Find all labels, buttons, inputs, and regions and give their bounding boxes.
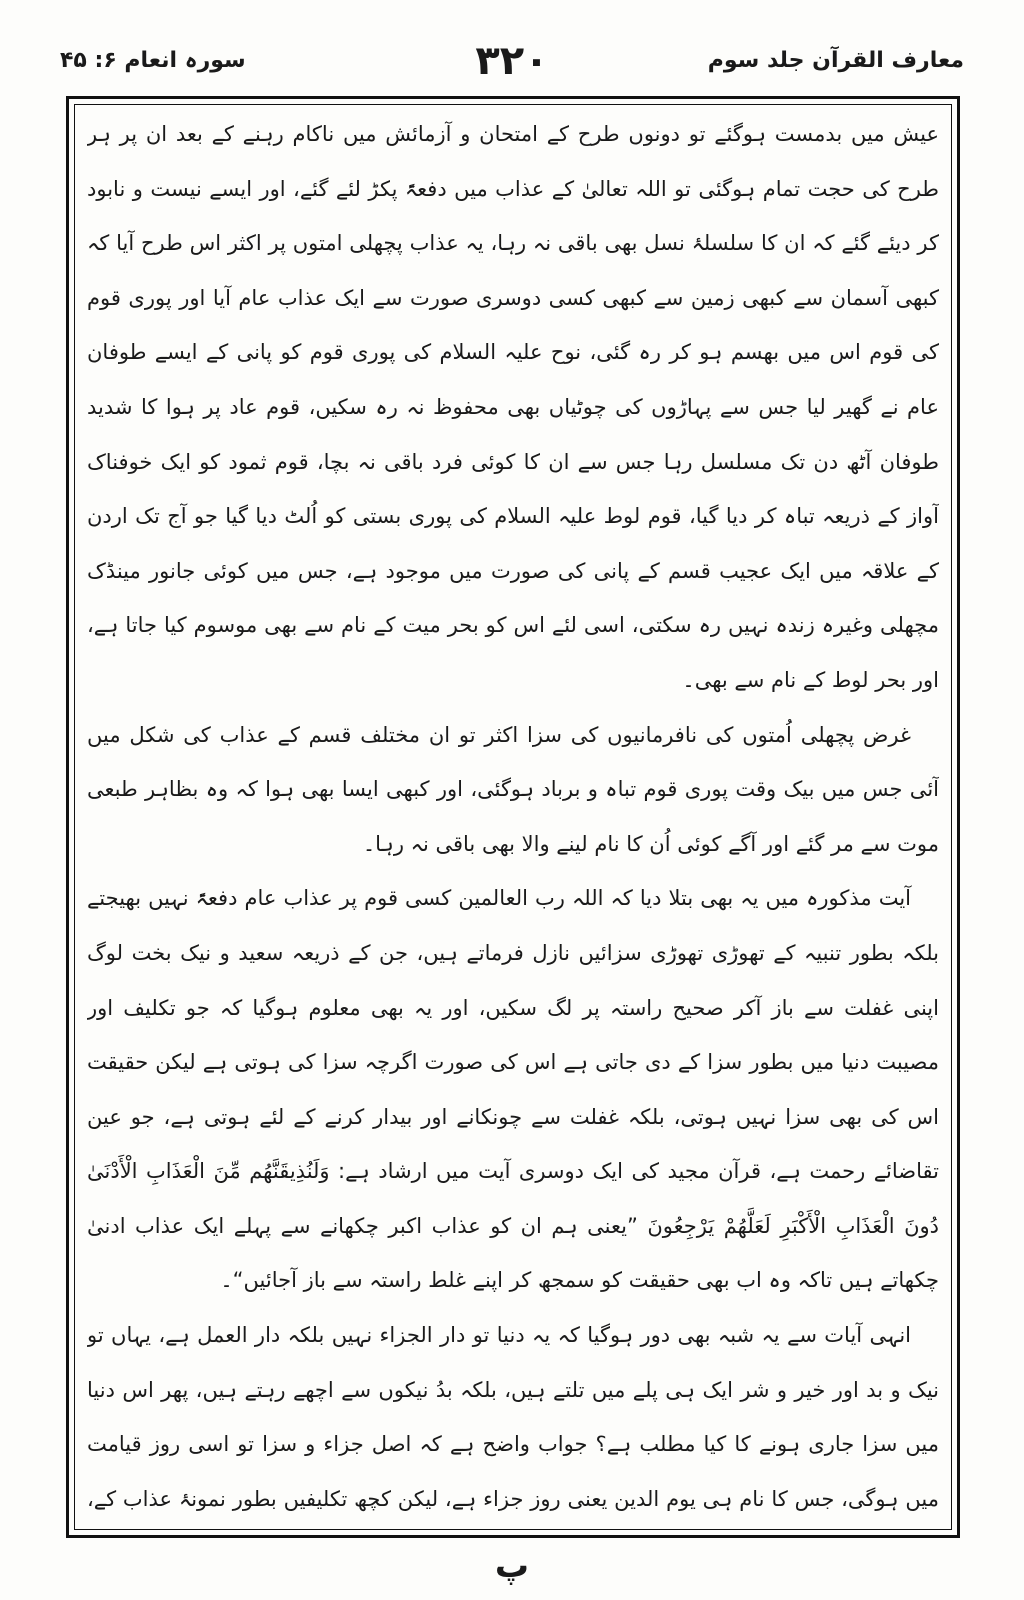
page-header — [60, 38, 964, 88]
signature-mark: پ — [494, 1546, 530, 1586]
text-frame — [66, 96, 960, 1538]
running-title: معارف القرآن جلد سوم — [707, 48, 964, 73]
surah-reference: سورہ انعام ۶: ۴۵ — [60, 48, 246, 73]
paragraph: آیت مذکورہ میں یہ بھی بتلا دیا کہ اللہ رب العالمین کسی قوم پر عذاب عام دفعۃً نہیں بھیجتے بلکہ بطور تنبیہ کے تھوڑی تھوڑی سزائیں نازل فرماتے ہیں، جن کے ذریعہ سعید و نیک بخت لوگ اپنی غفلت سے باز آکر صحیح راستہ پر لگ سکیں، اور یہ بھی معلوم ہوگیا کہ جو تکلیف اور مصیبت دنیا میں بطور سزا کے دی جاتی ہے اس کی صورت اگرچہ سزا کی ہوتی ہے لیکن حقیقت اس کی بھی سزا نہیں ہوتی، بلکہ غفلت سے چونکانے اور بیدار کرنے کے لئے ہوتی ہے، جو عین تقاضائے رحمت ہے، قرآن مجید کی ایک دوسری آیت میں ارشاد ہے: وَلَنُذِيقَنَّهُم مِّنَ الْعَذَابِ الْأَدْنَىٰ دُونَ الْعَذَابِ الْأَكْبَرِ لَعَلَّهُمْ يَرْجِعُونَ ”یعنی ہم ان کو عذاب اکبر چکھانے سے پہلے ایک عذاب ادنیٰ چکھاتے ہیں تاکہ وہ اب بھی حقیقت کو سمجھ کر اپنے غلط راستہ سے باز آجائیں“۔ — [87, 886, 939, 1293]
paragraph: عیش میں بدمست ہوگئے تو دونوں طرح کے امتحان و آزمائش میں ناکام رہنے کے بعد ان پر ہر طرح کی حجت تمام ہوگئی تو اللہ تعالیٰ کے عذاب میں دفعۃً پکڑ لئے گئے، اور ایسے نیست و نابود کر دیئے گئے کہ ان کا سلسلۂ نسل بھی باقی نہ رہا، یہ عذاب پچھلی امتوں پر اکثر اس طرح آیا کہ کبھی آسمان سے کبھی زمین سے کبھی کسی دوسری صورت سے ایک عذاب عام آیا اور پوری قوم کی قوم اس میں بھسم ہو کر رہ گئی، نوح علیہ السلام کی پوری قوم کو پانی کے ایسے طوفان عام نے گھیر لیا جس سے پہاڑوں کی چوٹیاں بھی محفوظ نہ رہ سکیں، قوم عاد پر ہوا کا شدید طوفان آٹھ دن تک مسلسل رہا جس سے ان کا کوئی فرد باقی نہ بچا، قوم ثمود کو ایک خوفناک آواز کے ذریعہ تباہ کر دیا گیا، قوم لوط علیہ السلام کی پوری بستی کو اُلٹ دیا گیا جو آج تک اردن کے علاقہ میں ایک عجیب قسم کے پانی کی صورت میں موجود ہے، جس میں کوئی جانور مینڈک مچھلی وغیرہ زندہ نہیں رہ سکتی، اسی لئے اس کو بحر میت کے نام سے بھی موسوم کیا جاتا ہے، اور بحر لوط کے نام سے بھی۔ — [87, 122, 939, 692]
page-number: ۳۲۰ — [475, 38, 549, 84]
paragraph: انہی آیات سے یہ شبہ بھی دور ہوگیا کہ یہ دنیا تو دار الجزاء نہیں بلکہ دار العمل ہے، یہاں تو نیک و بد اور خیر و شر ایک ہی پلے میں تلتے ہیں، بلکہ بدُ نیکوں سے اچھے رہتے ہیں، پھر اس دنیا میں سزا جاری ہونے کا کیا مطلب ہے؟ جواب واضح ہے کہ اصل جزاء و سزا تو اسی روز قیامت میں ہوگی، جس کا نام ہی یوم الدین یعنی روز جزاء ہے، لیکن کچھ تکلیفیں بطور نمونۂ عذاب کے، — [87, 1323, 939, 1511]
paragraph: غرض پچھلی اُمتوں کی نافرمانیوں کی سزا اکثر تو ان مختلف قسم کے عذاب کی شکل میں آئی جس میں بیک وقت پوری قوم تباہ و برباد ہوگئی، اور کبھی ایسا بھی ہوا کہ وہ بظاہر طبعی موت سے مر گئے اور آگے کوئی اُن کا نام لینے والا بھی باقی نہ رہا۔ — [87, 722, 939, 856]
body-text — [87, 107, 939, 1527]
